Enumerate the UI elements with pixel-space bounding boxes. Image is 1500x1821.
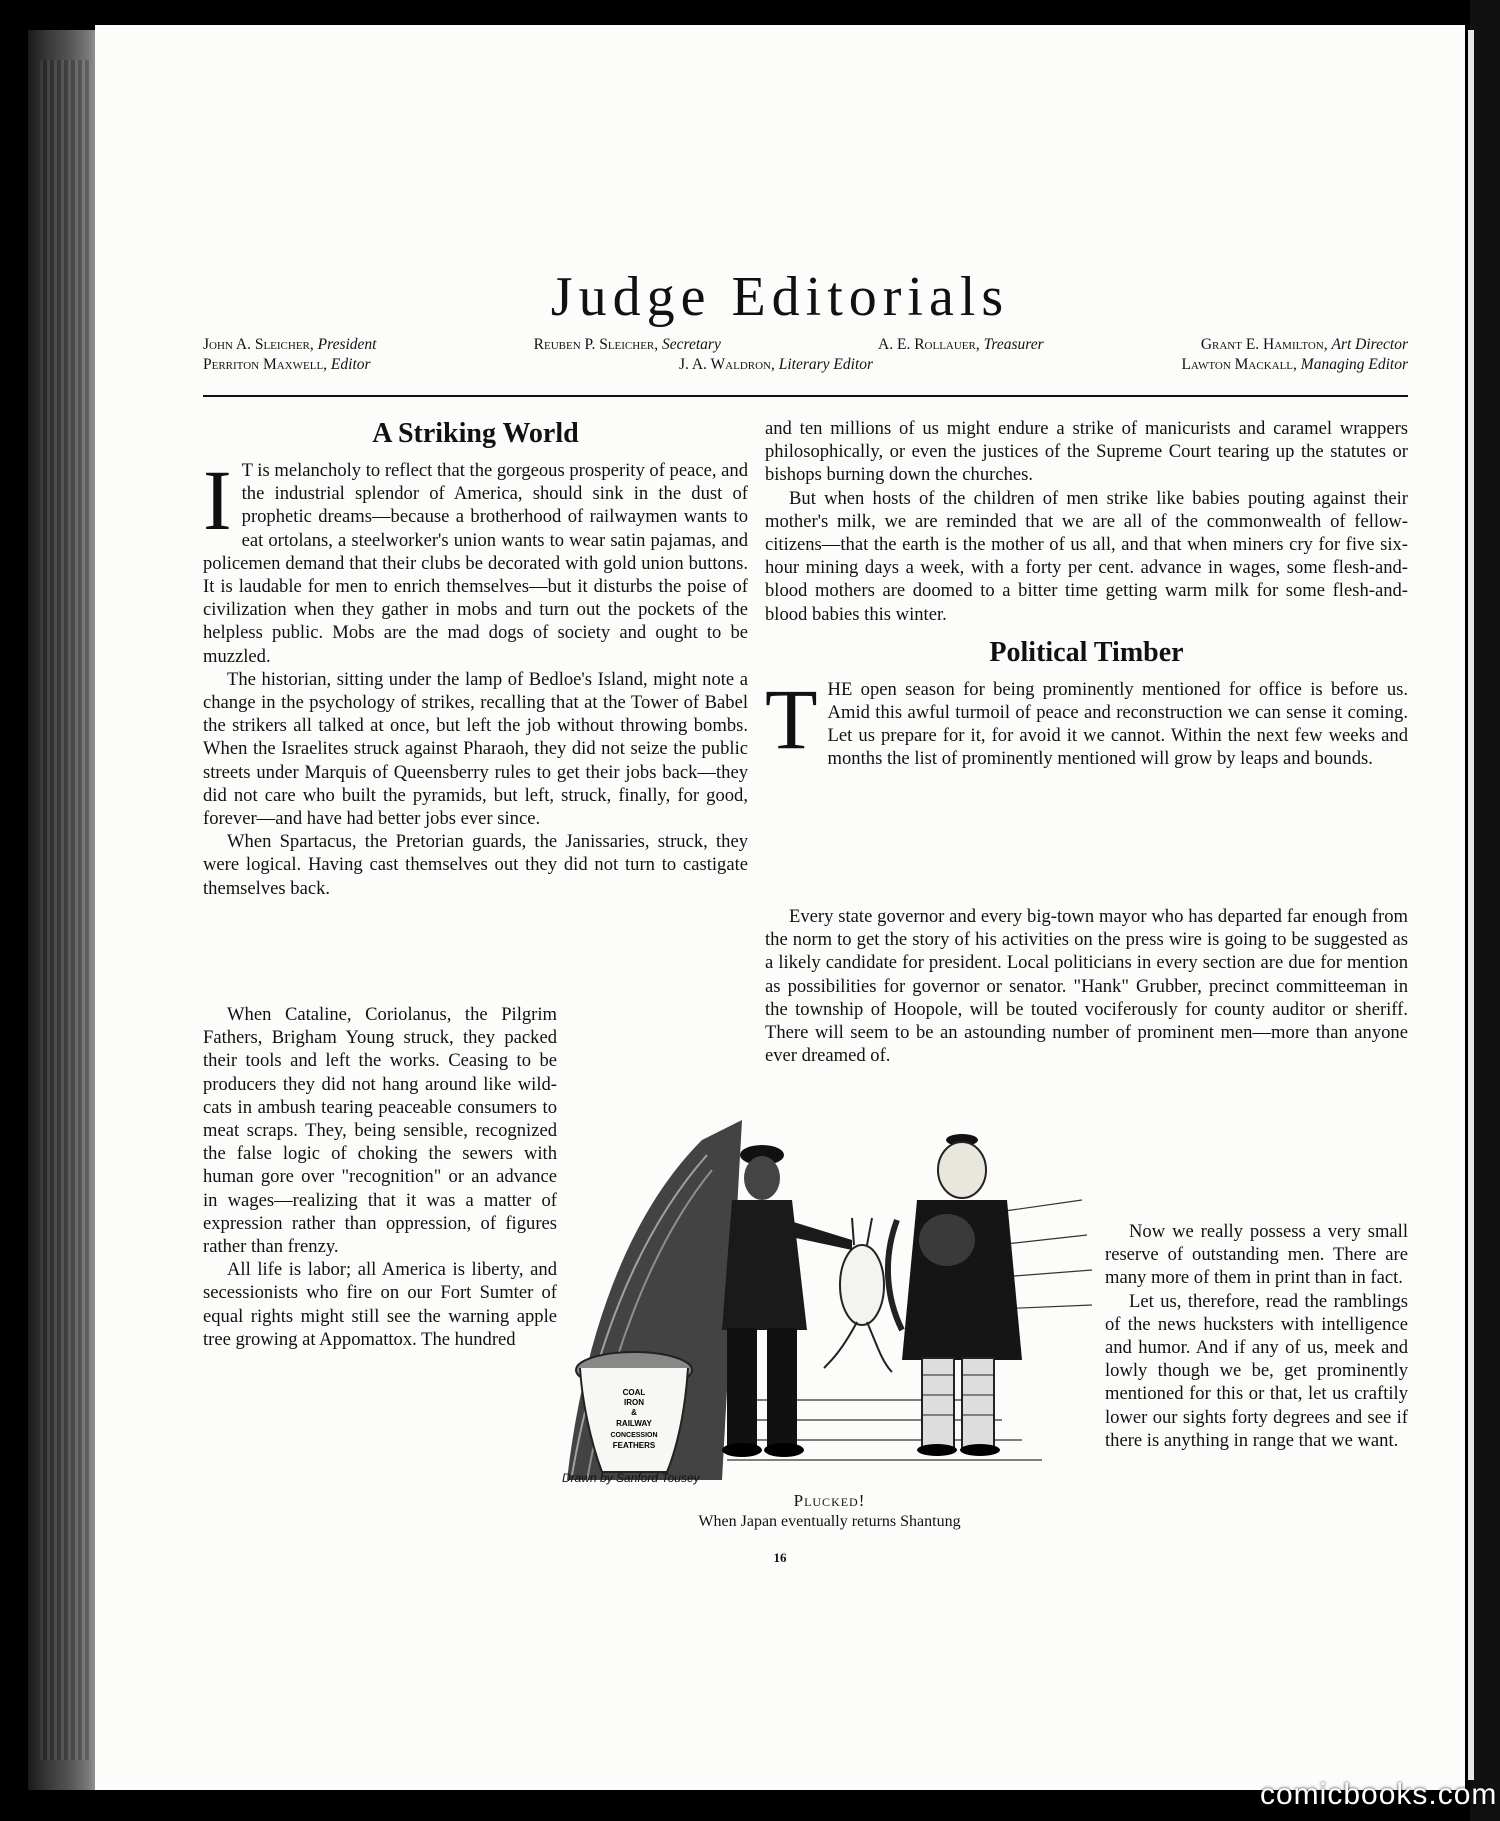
- page-number: 16: [773, 1550, 787, 1565]
- masthead-row-1: [203, 335, 1408, 355]
- article-heading: Political Timber: [989, 636, 1184, 668]
- masthead-entry: Reuben P. Sleicher, Secretary: [533, 336, 721, 353]
- masthead: [203, 335, 1408, 375]
- article-paragraph: I T is melancholy to reflect that the gorgeous prosperity of peace, and the industrial splendor of America, should sink in the dust of prophetic dreams—because a brotherhood of railwaymen wants to eat ortolans, a steelworker's union wants to wear satin pajamas, and policemen demand that their clubs be decorated with gold union buttons. It is laudable for men to enrich themselves—but it disturbs the poise of civilization when they gather in mobs and turn out the pockets of the helpless public. Mobs are the mad dogs of society and ought to be muzzled.: [203, 452, 748, 667]
- column-right-lower: [1105, 1220, 1408, 1452]
- site-watermark: comicbooks.com: [1260, 1778, 1498, 1811]
- article-paragraph: and ten millions of us might endure a strike of manicurists and caramel wrappers philosophically, or even the justices of the Supreme Court tearing up the statutes or bishops burning down the churches.: [765, 418, 1408, 486]
- cartoon-title: Plucked!: [793, 1491, 866, 1510]
- basket-label-line: CONCESSION: [610, 1432, 658, 1439]
- column-left-upper: [203, 417, 748, 900]
- drop-cap: I: [203, 452, 232, 548]
- basket-label-line: IRON: [624, 1398, 644, 1407]
- drop-cap: T: [765, 670, 818, 767]
- column-left-lower: [203, 1003, 557, 1351]
- article-paragraph: The historian, sitting under the lamp of Bedloe's Island, might note a change in the psychology of strikes, recalling that at the Tower of Babel the strikers all talked at once, but left the job without throwing bombs. When the Israelites struck against Pharaoh, they did not seize the public streets under Marquis of Queensberry rules to get their jobs back—they did not care who built the pyramids, but left, struck, finally, for good, forever—and have had better jobs ever since.: [203, 668, 748, 830]
- scan-border-right: [1470, 0, 1500, 1821]
- masthead-entry: A. E. Rollauer, Treasurer: [878, 336, 1044, 353]
- header-rule: [203, 395, 1408, 397]
- article-paragraph: Let us, therefore, read the ramblings of the news hucksters with intelligence and humor. And if any of us, meek and lowly though we be, get prominently mentioned for this or that, let us craftily lower our sights forty degrees and see if there is anything in range that we want.: [1105, 1290, 1408, 1451]
- column-right-upper: [765, 417, 1408, 771]
- article-paragraph: Every state governor and every big-town mayor who has departed far enough from the norm to get the story of his activities on the press wire is going to be suggested as a likely candidate for president. Local politicians in every section are due for mention as possibilities for governor or senator. "Hank" Grubber, precinct committeeman in the township of Hoopole, will be touted vociferously for county auditor or sheriff. There will seem to be an astounding number of prominent men—more than anyone ever dreamed of.: [765, 906, 1408, 1067]
- basket-label-line: COAL: [622, 1388, 646, 1397]
- masthead-entry: Grant E. Hamilton, Art Director: [1200, 336, 1408, 353]
- article-paragraph: Now we really possess a very small reserve of outstanding men. There are many more of them in print than in fact.: [1105, 1221, 1408, 1289]
- article-heading: A Striking World: [372, 418, 579, 449]
- column-right-middle: [765, 905, 1408, 1067]
- masthead-entry: J. A. Waldron, Literary Editor: [678, 356, 874, 373]
- article-paragraph: All life is labor; all America is liberty, and secessionists who fire on our Fort Sumter of equal rights might still see the warning apple tree growing at Appomattox. The hundred: [203, 1259, 557, 1350]
- basket-label-line: &: [631, 1408, 637, 1417]
- article-paragraph: But when hosts of the children of men strike like babies pouting against their mother's milk, we are reminded that we are all of the commonwealth of fellow-citizens—that the earth is the mother of us all, and that when miners cry for five six-hour mining days a week, with a forty per cent. advance in wages, some flesh-and-blood mothers are doomed to a bitter time getting warm milk for some flesh-and-blood babies this winter.: [765, 487, 1408, 625]
- page-title: Judge Editorials: [550, 266, 1010, 328]
- basket-label-line: RAILWAY: [616, 1419, 652, 1428]
- masthead-entry: Lawton Mackall, Managing Editor: [1181, 356, 1408, 373]
- basket-label-line: FEATHERS: [612, 1441, 656, 1450]
- page-stack-edges: [40, 60, 90, 1760]
- masthead-entry: Perriton Maxwell, Editor: [203, 356, 371, 373]
- article-paragraph: When Cataline, Coriolanus, the Pilgrim Fathers, Brigham Young struck, they packed their tools and left the works. Ceasing to be producers they did not hang around like wild-cats in ambush tearing peaceable consumers to meat scraps. They, being sensible, recognized the false logic of choking the sewers with human gore over "recognition" or an advance in wages—realizing that it was a matter of expression rather than oppression, of figures rather than frenzy.: [203, 1004, 557, 1258]
- cartoon-subtitle: When Japan eventually returns Shantung: [698, 1513, 961, 1530]
- article-paragraph: THE open season for being prominently mentioned for office is before us. Amid this awful turmoil of peace and reconstruction we can sense it coming. Let us prepare for it, for avoid it we cannot. Within the next few weeks and months the list of prominently mentioned will grow by leaps and bounds.: [765, 670, 1408, 770]
- facing-page-edge: [1468, 30, 1474, 1780]
- article-paragraph: When Spartacus, the Pretorian guards, the Janissaries, struck, they were logical. Having cast themselves out they did not turn to castigate themselves back.: [203, 831, 748, 899]
- cartoon-illustration: [562, 1100, 1097, 1485]
- masthead-row-2: [203, 355, 1408, 375]
- magazine-page: [95, 25, 1465, 1790]
- masthead-entry: John A. Sleicher, President: [203, 336, 377, 353]
- cartoon-credit: Drawn by Sanford Tousey: [562, 1471, 700, 1485]
